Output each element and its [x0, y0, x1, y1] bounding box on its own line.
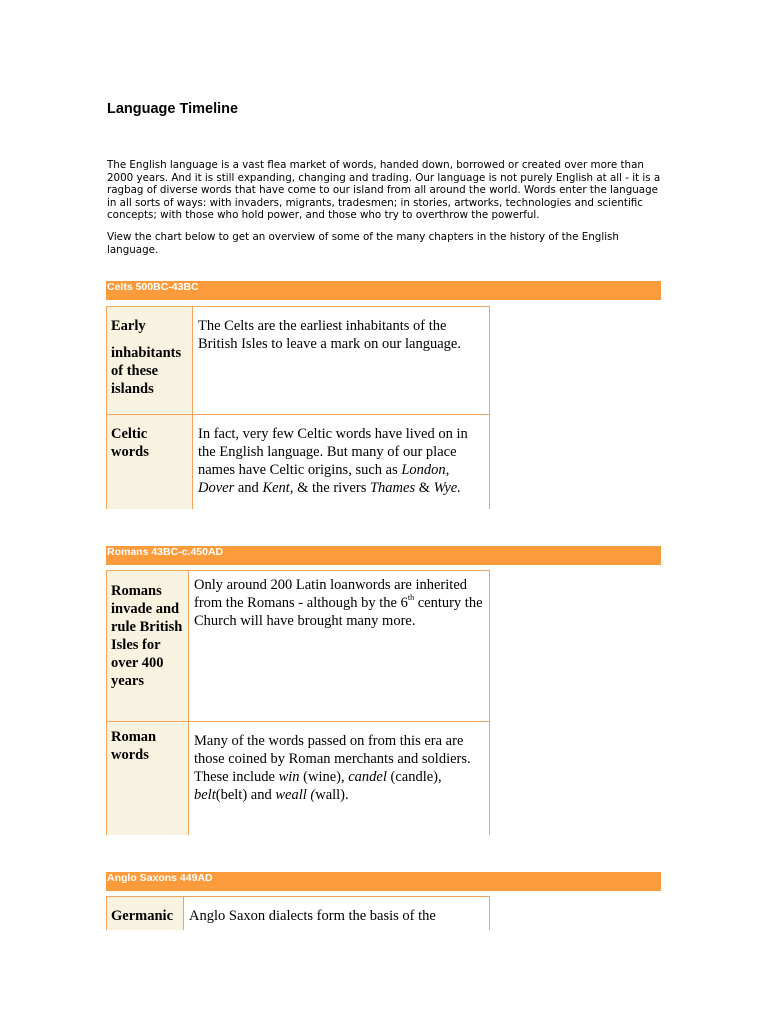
- row-text: The Celts are the earliest inhabitants of the British Isles to leave a mark on our language.: [192, 307, 489, 414]
- romans-table: [106, 570, 490, 835]
- page-title: Language Timeline: [107, 101, 239, 117]
- table-row: [107, 307, 489, 415]
- row-text: Many of the words passed on from this era are those coined by Roman merchants and soldiers. These include win (wine), candel (candle), belt(belt) and weall (wall).: [188, 722, 489, 835]
- celts-table: [106, 306, 490, 509]
- row-label: Celtic words: [107, 415, 192, 509]
- table-row: [107, 571, 489, 722]
- row-text: Anglo Saxon dialects form the basis of the: [183, 897, 489, 930]
- section-header-romans: Romans 43BC-c.450AD: [106, 546, 661, 565]
- row-label: Roman words: [107, 722, 188, 835]
- intro-text: [107, 159, 663, 256]
- intro-paragraph-2: View the chart below to get an overview of some of the many chapters in the history of the English language.: [107, 230, 619, 256]
- section-header-anglo-saxons: Anglo Saxons 449AD: [106, 872, 661, 891]
- table-row: [107, 415, 489, 509]
- row-label: Germanic: [107, 897, 183, 930]
- row-text: Only around 200 Latin loanwords are inherited from the Romans - although by the 6th century the Church will have brought many more.: [188, 571, 489, 721]
- anglo-saxons-table: [106, 896, 490, 930]
- table-row: [107, 722, 489, 835]
- section-header-celts: Celts 500BC-43BC: [106, 281, 661, 300]
- row-text: In fact, very few Celtic words have lived on in the English language. But many of our place names have Celtic origins, such as London, Dover and Kent, & the rivers Thames & Wye.: [192, 415, 489, 509]
- intro-paragraph-1: The English language is a vast flea market of words, handed down, borrowed or created over more than 2000 years. And it is still expanding, changing and trading. Our language is not purely English at all - it is a ragbag of diverse words that have come to our island from all around the world. Words enter the language in all sorts of ways: with invaders, migrants, tradesmen; in stories, artworks, technologies and scientific concepts; with those who hold power, and those who try to overthrow the powerful.: [107, 159, 661, 222]
- row-label: Romans invade and rule British Isles for over 400 years: [107, 571, 188, 721]
- row-label: Early inhabitants of these islands: [107, 307, 192, 414]
- table-row: [107, 897, 489, 930]
